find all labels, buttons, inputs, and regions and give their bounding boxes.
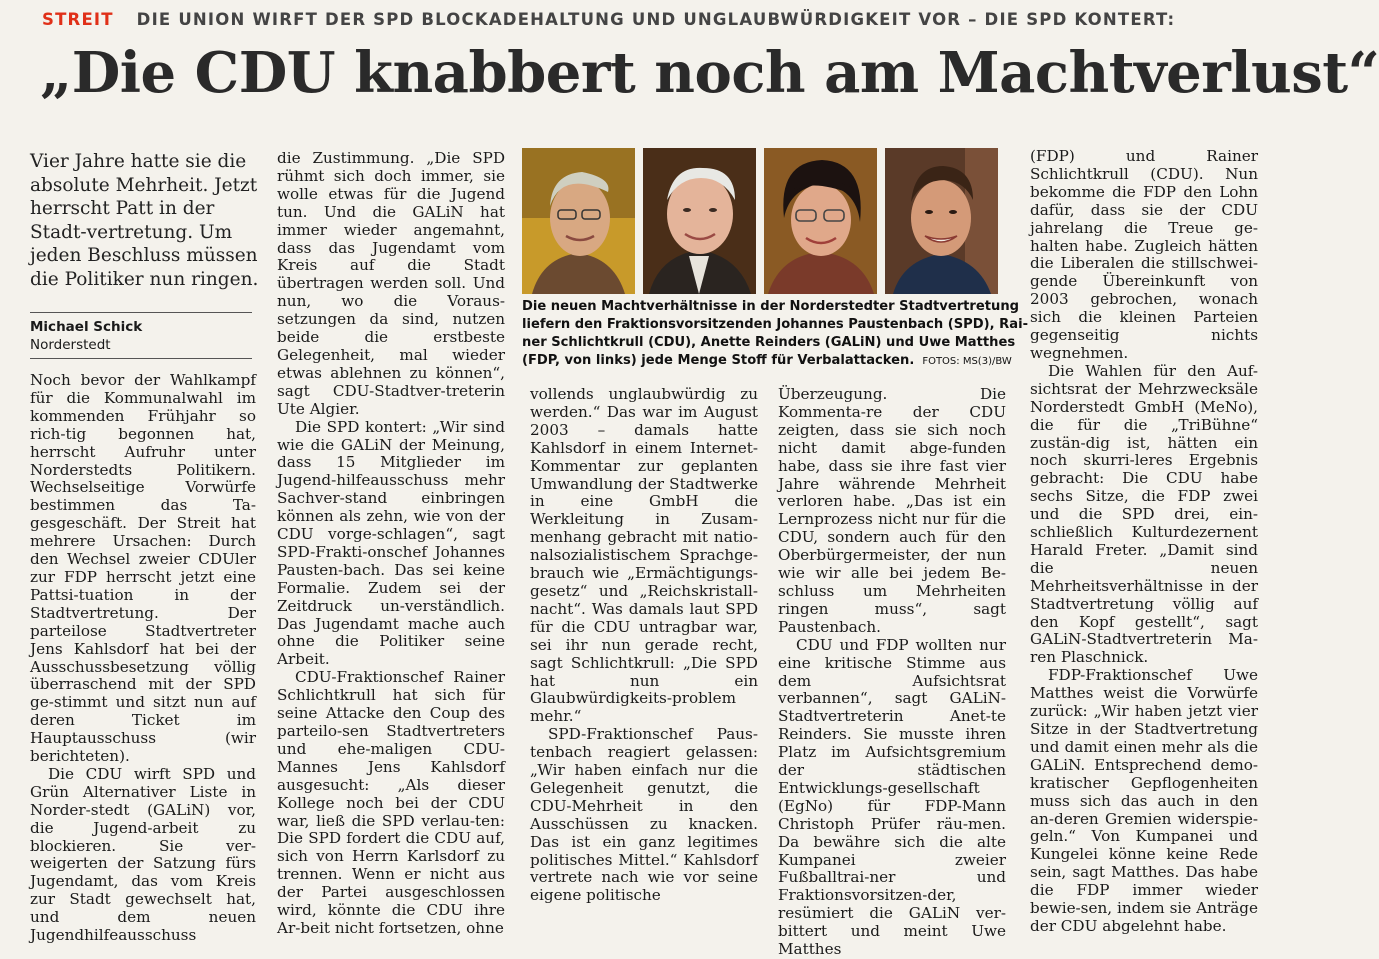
author-rule-top xyxy=(30,312,252,313)
author-rule-bottom xyxy=(30,358,252,359)
column-4 xyxy=(778,385,1006,959)
photo-strip xyxy=(522,148,1002,294)
author-place: Norderstedt xyxy=(30,337,111,353)
column-2-paragraph-2: Die SPD kontert: „Wir sind wie die GALiN der Meinung, dass 15 Mitglieder im Jugend-hilfeausschuss mehr Sachver-stand einbringen können als zehn, wie von der CDU vorge-schlagen“, sagt SPD-Frakti-onschef Johannes Pausten-bach. Das sei keine Formalie. Zudem sei der Zeitdruck un-verständlich. Das Jugendamt mache auch ohne die Politiker seine Arbeit. xyxy=(277,417,505,669)
column-5-paragraph-1: (FDP) und Rainer Schlichtkrull (CDU). Nun bekomme die FDP den Lohn dafür, dass sie der CDU jahrelang die Treue ge-halten habe. Zugleich hätten die Liberalen die stillschwei-gende Übereinkunft von 2003 gebrochen, wonach sich die kleinen Parteien gegenseitig nichts wegnehmen. xyxy=(1030,147,1258,362)
caption-line-2: liefern den Fraktionsvorsitzenden Johannes Paustenbach (SPD), Rai- xyxy=(522,317,1029,332)
column-5-paragraph-2: Die Wahlen für den Auf-sichtsrat der Mehrzwecksäle Norderstedt GmbH (MeNo), die für die „TriBühne“ zustän-dig ist, hätten ein noch skurri-leres Ergebnis gebracht: Die CDU habe sechs Sitze, die FDP zwei und die SPD drei, ein-schließlich Kulturdezernent Harald Freter. „Damit sind die neuen Mehrheitsverhältnisse in der Stadtvertretung völlig auf den Kopf gestellt“, sagt GALiN-Stadtvertreterin Ma-ren Plaschnick. xyxy=(1030,361,1258,667)
column-2 xyxy=(277,149,505,937)
photo-caption xyxy=(522,298,1029,371)
photo-credit: FOTOS: MS(3)/BW xyxy=(922,356,1012,367)
column-2-paragraph-3: CDU-Fraktionschef Rainer Schlichtkrull hat sich für seine Attacke den Coup des parteilo-sen Stadtvertreters und ehe-maligen CDU-Mannes Jens Kahlsdorf ausgesucht: „Als dieser Kollege noch bei der CDU war, ließ die SPD verlau-ten: Die SPD fordert die CDU auf, sich von Herrn Karlsdorf zu trennen. Wenn er nicht aus der Partei ausgeschlossen wird, könnte die CDU ihre Ar-beit nicht fortsetzen, ohne xyxy=(277,668,505,937)
headline: „Die CDU knabbert noch am Machtverlust“ xyxy=(40,40,1379,106)
column-1-paragraph-2: Die CDU wirft SPD und Grün Alternativer Liste in Norder-stedt (GALiN) vor, die Jugend-arbeit zu blockieren. Sie ver-weigerten der Satzung fürs Jugendamt, das vom Kreis zur Stadt gewechselt hat, und dem neuen Jugendhilfeausschuss xyxy=(30,764,256,945)
photo-matthes xyxy=(885,148,998,294)
column-4-paragraph-2: CDU und FDP wollten nur eine kritische Stimme aus dem Aufsichtsrat verbannen“, sagt GALiN-Stadtvertreterin Anet-te Reinders. Sie musste ihren Platz im Aufsichtsgremium der städtischen Entwicklungs-gesellschaft (EgNo) für FDP-Mann Christoph Prüfer räu-men. Da bewähre sich die alte Kumpanei zweier Fußballtrai-ner und Fraktionsvorsitzen-der, resümiert die GALiN ver-bittert und meint Uwe Matthes xyxy=(778,635,1006,959)
lead-text: Vier Jahre hatte sie die absolute Mehrheit. Jetzt herrscht Patt in der Stadt-vertretung. Um jeden Beschluss müssen die Politiker nun ringen. xyxy=(30,151,259,290)
kicker-tag: STREIT xyxy=(42,10,114,29)
caption-line-3: ner Schlichtkrull (CDU), Anette Reinders (GALiN) und Uwe Matthes xyxy=(522,335,1016,350)
photo-schlichtkrull xyxy=(643,148,756,294)
column-1 xyxy=(30,371,256,945)
caption-line-1: Die neuen Machtverhältnisse in der Norderstedter Stadtvertretung xyxy=(522,299,1020,314)
column-3-paragraph-2: SPD-Fraktionschef Paus-tenbach reagiert gelassen: „Wir haben einfach nur die Gelegenheit genutzt, die CDU-Mehrheit in den Ausschüssen zu knacken. Das ist ein ganz legitimes politisches Mittel.“ Kahlsdorf vertrete nach wie vor seine eigene politische xyxy=(530,725,758,905)
kicker-text: DIE UNION WIRFT DER SPD BLOCKADEHALTUNG UND UNGLAUBWÜRDIGKEIT VOR – DIE SPD KONTERT: xyxy=(136,10,1176,29)
author-block xyxy=(30,318,142,354)
author-name: Michael Schick xyxy=(30,319,143,335)
photo-paustenbach xyxy=(522,148,635,294)
column-3-paragraph-1: vollends unglaubwürdig zu werden.“ Das war im August 2003 – damals hatte Kahlsdorf in einem Internet-Kommentar zur geplanten Umwandlung der Stadtwerke in eine GmbH die Werkleitung in Zusam-menhang gebracht mit natio-nalsozialistischem Sprachge-brauch wie „Ermächtigungs-gesetz“ und „Reichskristall-nacht“. Was damals laut SPD für die CDU untragbar war, sei ihr nun gerade recht, sagt Schlichtkrull: „Die SPD hat nun ein Glaubwürdigkeits-problem mehr.“ xyxy=(530,385,758,726)
column-5 xyxy=(1030,147,1258,935)
caption-line-4: (FDP, von links) jede Menge Stoff für Verbalattacken. xyxy=(522,353,915,368)
column-3 xyxy=(530,385,758,905)
kicker-line xyxy=(42,10,1272,36)
column-5-paragraph-3: FDP-Fraktionschef Uwe Matthes weist die Vorwürfe zurück: „Wir haben jetzt vier Sitze in der Stadtvertretung und damit einen mehr als die GALiN. Entsprechend demo-kratischer Gepflogenheiten muss sich das auch in den an-deren Gremien widerspie-geln.“ Von Kumpanei und Kungelei könne keine Rede sein, sagt Matthes. Das habe die FDP immer wieder bewie-sen, indem sie Anträge der CDU abgelehnt habe. xyxy=(1030,666,1258,935)
column-2-paragraph-1: die Zustimmung. „Die SPD rühmt sich doch immer, sie wolle etwas für die Jugend tun. Und die GALiN hat immer wieder angemahnt, dass das Jugendamt vom Kreis auf die Stadt übertragen werden soll. Und nun, wo die Voraus-setzungen da sind, nutzen beide die erstbeste Gelegenheit, mal wieder etwas ablehnen zu können“, sagt CDU-Stadtver-treterin Ute Algier. xyxy=(277,149,505,418)
column-1-paragraph-1: Noch bevor der Wahlkampf für die Kommunalwahl im kommenden Frühjahr so rich-tig begonnen hat, herrscht Aufruhr unter Norderstedts Politikern. Wechselseitige Vorwürfe bestimmen das Ta-gesgeschäft. Der Streit hat mehrere Ursachen: Durch den Wechsel zweier CDUler zur FDP herrscht jetzt eine Pattsi-tuation in der Stadtvertretung. Der parteilose Stadtvertreter Jens Kahlsdorf hat bei der Ausschussbesetzung völlig überraschend mit der SPD ge-stimmt und sitzt nun auf deren Ticket im Hauptausschuss (wir berichteten). xyxy=(30,371,256,766)
column-4-paragraph-1: Überzeugung. Die Kommenta-re der CDU zeigten, dass sie sich noch nicht damit abge-funden habe, dass sie ihre fast vier Jahre währende Mehrheit verloren habe. „Das ist ein Lernprozess nicht nur für die CDU, sondern auch für den Oberbürgermeister, der nun wie wir alle bei jedem Be-schluss um Mehrheiten ringen muss“, sagt Paustenbach. xyxy=(778,385,1006,636)
photo-reinders xyxy=(764,148,877,294)
